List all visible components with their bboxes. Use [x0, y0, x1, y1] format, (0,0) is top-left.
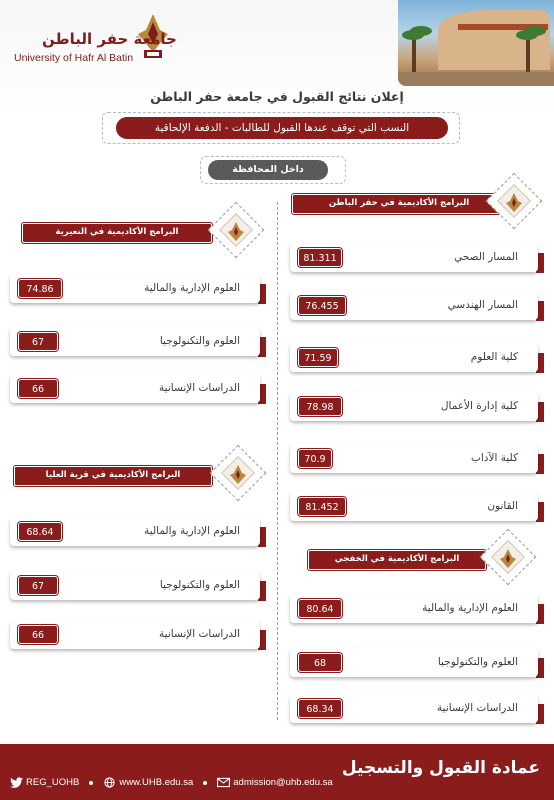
- program-label: كلية العلوم: [470, 351, 518, 363]
- score-row: [10, 327, 262, 356]
- email-contact[interactable]: [217, 777, 332, 788]
- score-value: 81.452: [298, 497, 346, 516]
- program-label: العلوم والتكنولوجيا: [159, 579, 240, 591]
- score-value: 71.59: [298, 348, 338, 367]
- score-row: [290, 594, 540, 623]
- column-divider: [277, 202, 278, 720]
- footer-dept-name: عمادة القبول والتسجيل: [341, 758, 540, 778]
- program-label: كلية إدارة الأعمال: [440, 400, 518, 412]
- section-heading-khafji: [308, 550, 536, 570]
- score-value: 81.311: [298, 248, 342, 267]
- separator-dot: [203, 781, 207, 785]
- section-heading-label: البرامج الأكاديمية في حفر الباطن: [292, 194, 506, 214]
- region-pill: داخل المحافظة: [208, 160, 328, 180]
- program-label: العلوم والتكنولوجيا: [437, 656, 518, 668]
- twitter-handle: REG_UOHB: [26, 777, 80, 789]
- program-label: المسار الهندسي: [447, 299, 518, 311]
- score-value: 67: [18, 332, 58, 351]
- score-value: 66: [18, 625, 58, 644]
- score-row: [10, 274, 262, 303]
- website-url: www.UHB.edu.sa: [119, 777, 194, 789]
- score-row: [10, 374, 262, 403]
- score-row: [290, 291, 540, 320]
- score-value: 68.64: [18, 522, 62, 541]
- program-label: العلوم والتكنولوجيا: [159, 335, 240, 347]
- score-row: [290, 492, 540, 521]
- separator-dot: [89, 781, 93, 785]
- footer-contacts: [10, 777, 333, 788]
- section-heading-hafr: [292, 194, 536, 214]
- score-value: 66: [18, 379, 58, 398]
- envelope-icon: [217, 777, 230, 788]
- section-heading-qaryah: [14, 466, 260, 486]
- score-value: 68.34: [298, 699, 342, 718]
- program-label: كلية الآداب: [471, 452, 518, 464]
- footer: [0, 744, 554, 800]
- score-row: [290, 392, 540, 421]
- program-label: الدراسات الإنسانية: [159, 628, 240, 640]
- section-heading-label: البرامج الأكاديمية في النعيرية: [22, 223, 212, 243]
- score-row: [290, 343, 540, 372]
- score-row: [290, 444, 540, 473]
- score-value: 74.86: [18, 279, 62, 298]
- twitter-contact[interactable]: [10, 777, 79, 788]
- score-row: [290, 694, 540, 723]
- section-heading-nairiyah: [22, 223, 258, 243]
- twitter-icon: [10, 777, 23, 788]
- section-heading-label: البرامج الأكاديمية في الخفجي: [308, 550, 486, 570]
- email-address: admission@uhb.edu.sa: [233, 777, 333, 789]
- score-value: 76.455: [298, 296, 346, 315]
- score-value: 68: [298, 653, 342, 672]
- section-emblem-icon: [503, 192, 525, 214]
- program-label: العلوم الإدارية والمالية: [144, 525, 240, 537]
- logo-arabic-text: جامعة حفر الباطن: [42, 30, 177, 48]
- program-label: الدراسات الإنسانية: [159, 382, 240, 394]
- score-row: [290, 648, 540, 677]
- score-value: 78.98: [298, 397, 342, 416]
- page-title: إعلان نتائج القبول في جامعة حفر الباطن: [150, 89, 404, 104]
- section-emblem-icon: [225, 221, 247, 243]
- score-value: 67: [18, 576, 58, 595]
- score-row: [10, 571, 262, 600]
- program-label: العلوم الإدارية والمالية: [144, 282, 240, 294]
- globe-icon: [103, 777, 116, 788]
- website-contact[interactable]: [103, 777, 193, 788]
- section-emblem-icon: [227, 464, 249, 486]
- subtitle-banner: النسب التي توقف عندها القبول للطالبات - الدفعة الإلحاقية: [116, 117, 448, 139]
- score-value: 80.64: [298, 599, 342, 618]
- program-label: العلوم الإدارية والمالية: [422, 602, 518, 614]
- score-row: [10, 620, 262, 649]
- logo-english-text: University of Hafr Al Batin: [14, 52, 134, 64]
- score-value: 70.9: [298, 449, 332, 468]
- campus-photo: [398, 0, 554, 86]
- program-label: القانون: [487, 500, 518, 512]
- section-emblem-icon: [497, 548, 519, 570]
- program-label: المسار الصحي: [454, 251, 518, 263]
- score-row: [10, 517, 262, 546]
- program-label: الدراسات الإنسانية: [437, 702, 518, 714]
- section-heading-label: البرامج الأكاديمية في قرية العليا: [14, 466, 212, 486]
- score-row: [290, 243, 540, 272]
